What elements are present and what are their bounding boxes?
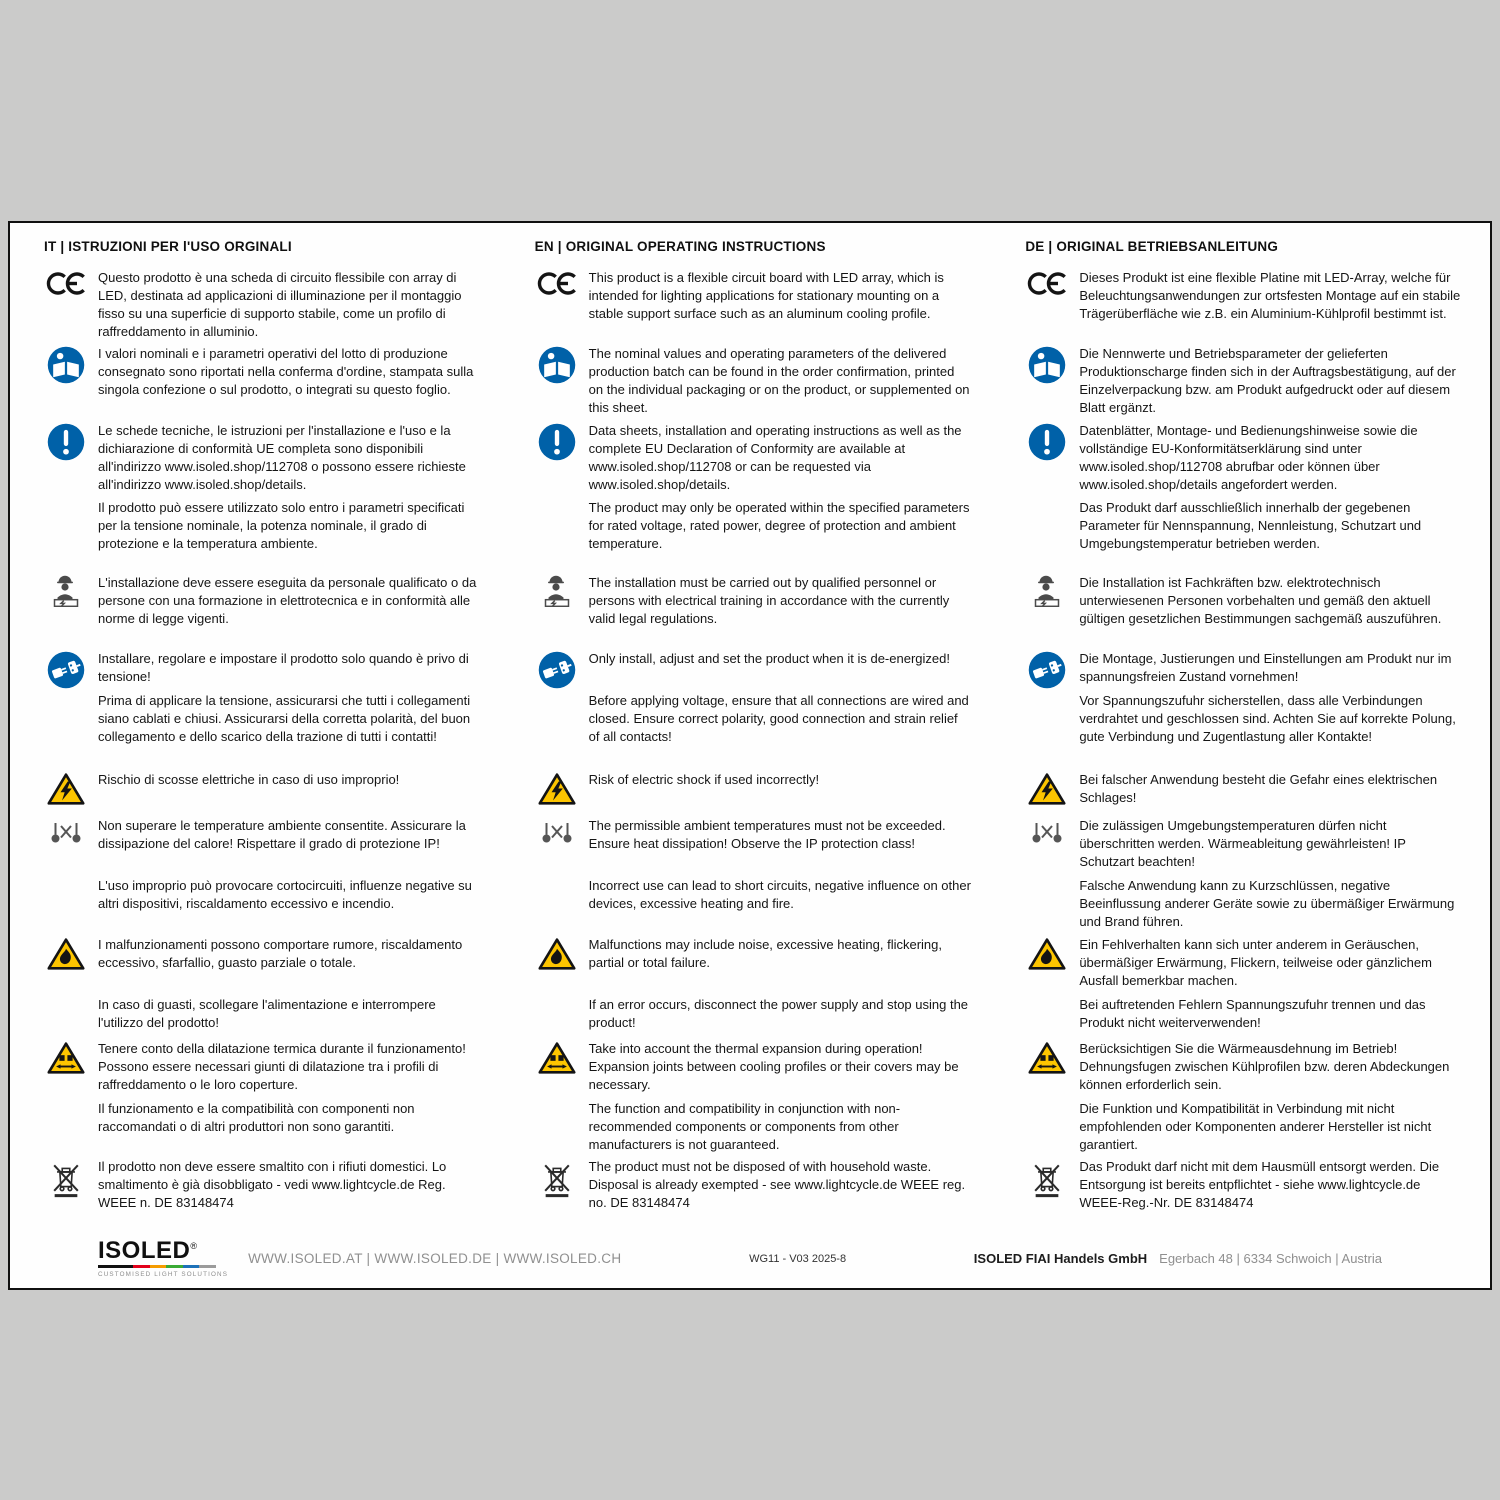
instruction-row [1025, 345, 1462, 422]
warn-fire-icon [1025, 936, 1069, 971]
instruction-text: Before applying voltage, ensure that all connections are wired and closed. Ensure correct polarity, good connection and strain relief of all contacts! [588, 693, 969, 744]
electrician-icon [44, 574, 88, 607]
instruction-text: Die Funktion und Kompatibilität in Verbindung mit nicht empfohlenden oder Komponenten anderer Hersteller ist nicht garantiert. [1079, 1101, 1432, 1152]
ambient-temperature-icon [1025, 817, 1069, 848]
instruction-text: Risk of electric shock if used incorrectly! [588, 772, 820, 787]
logo-bar-segment [199, 1265, 216, 1268]
icon-spacer [1025, 996, 1069, 997]
instruction-row [1025, 771, 1462, 817]
instruction-row [44, 345, 481, 422]
instruction-row [535, 650, 972, 692]
instruction-row [1025, 877, 1462, 936]
instruction-text: Data sheets, installation and operating instructions as well as the complete EU Declaration of Conformity are available at www.isoled.shop/112708 or can be requested via www.isoled.shop/details. [588, 423, 962, 492]
weee-bin-icon [1025, 1158, 1069, 1199]
column-heading: IT | ISTRUZIONI PER l'USO ORGINALI [44, 239, 292, 254]
instruction-text: The nominal values and operating parameters of the delivered production batch can be found in the order confirmation, printed on the individual packaging or on the product, or supplemented on this sheet. [588, 346, 970, 415]
instruction-text: Tenere conto della dilatazione termica durante il funzionamento! Possono essere necessari giunti di dilatazione tra i profili di raffreddamento o le loro coperture. [98, 1041, 466, 1092]
ambient-temperature-icon [535, 817, 579, 848]
warn-expansion-icon [44, 1040, 88, 1075]
instruction-row [535, 771, 972, 817]
icon-spacer [1025, 692, 1069, 693]
instruction-row [1025, 936, 1462, 996]
info-icon [1025, 422, 1069, 461]
instruction-text: The installation must be carried out by qualified personnel or persons with electrical training in accordance with the currently valid legal regulations. [588, 575, 950, 626]
instruction-row [1025, 422, 1462, 499]
instruction-row [44, 771, 481, 817]
instruction-row [44, 422, 481, 499]
icon-spacer [535, 1100, 579, 1101]
read-manual-icon [44, 345, 88, 384]
icon-spacer [44, 1100, 88, 1101]
info-icon [44, 422, 88, 461]
icon-spacer [44, 877, 88, 878]
instruction-text: Il funzionamento e la compatibilità con componenti non raccomandati o di altri produttori non sono garantiti. [98, 1101, 415, 1134]
instruction-text: I malfunzionamenti possono comportare rumore, riscaldamento eccessivo, sfarfallio, guasto parziale o totale. [98, 937, 463, 970]
instruction-text: The function and compatibility in conjunction with non-recommended components or components from other manufacturers is not guaranteed. [588, 1101, 901, 1152]
instruction-text: L'uso improprio può provocare cortocircuiti, influenze negative su altri dispositivi, riscaldamento eccessivo e incendio. [98, 878, 472, 911]
logo-bar-segment [98, 1265, 133, 1268]
document-version: WG11 - V03 2025-8 [749, 1252, 847, 1265]
warn-electric-icon [535, 771, 579, 806]
instruction-text: Die Nennwerte und Betriebsparameter der gelieferten Produktionscharge finden sich in der Auftragsbestätigung, auf der Einzelverpackung bzw. am Produkt aufgedruckt oder auf diesem Blatt ergänzt. [1079, 346, 1456, 415]
icon-spacer [44, 499, 88, 500]
instruction-text: The product must not be disposed of with household waste. Disposal is already exempted - see www.lightcycle.de WEEE reg. no. DE 83148474 [588, 1159, 966, 1210]
info-icon [535, 422, 579, 461]
instruction-row [1025, 996, 1462, 1040]
instruction-text: Vor Spannungszufuhr sicherstellen, dass alle Verbindungen verdrahtet und geschlossen sind. Achten Sie auf korrekte Polung, gute Verbindung und Zugentlastung aller Kontakte! [1079, 693, 1456, 744]
instruction-text: Dieses Produkt ist eine flexible Platine mit LED-Array, welche für Beleuchtungsanwendungen zur ortsfesten Montage auf ein stabile Trägerüberfläche wie z.B. ein Aluminium-Kühlprofil bestimmt ist. [1079, 270, 1461, 321]
company-address [974, 1251, 1460, 1266]
instruction-row [535, 574, 972, 650]
weee-bin-icon [535, 1158, 579, 1199]
icon-spacer [1025, 499, 1069, 500]
de-energize-icon [1025, 650, 1069, 689]
ambient-temperature-icon [44, 817, 88, 848]
icon-spacer [44, 996, 88, 997]
instruction-row [44, 499, 481, 574]
instruction-row [1025, 817, 1462, 877]
instruction-text: Falsche Anwendung kann zu Kurzschlüssen, negative Beeinflussung anderer Geräte sowie zu übermäßiger Erwärmung und Brand führen. [1079, 878, 1455, 929]
warn-electric-icon [1025, 771, 1069, 806]
instruction-text: Le schede tecniche, le istruzioni per l'installazione e l'uso e la dichiarazione di conformità UE completa sono disponibili all'indirizzo www.isoled.shop/112708 o possono essere richieste all'indirizzo www.isoled.shop/details. [98, 423, 466, 492]
instruction-row [535, 1158, 972, 1228]
instruction-row [535, 1100, 972, 1158]
instruction-text: I valori nominali e i parametri operativi del lotto di produzione consegnato sono riportati nella conferma d'ordine, stampata sulla singola confezione o sul prodotto, o integrati su questo foglio. [98, 346, 474, 397]
company-name: ISOLED FIAI Handels GmbH [973, 1251, 1148, 1266]
instruction-row [535, 345, 972, 422]
read-manual-icon [535, 345, 579, 384]
instruction-row [44, 574, 481, 650]
instruction-text: Bei auftretenden Fehlern Spannungszufuhr trennen und das Produkt nicht weiterverwenden! [1079, 997, 1426, 1030]
logo-bar-segment [133, 1265, 150, 1268]
instruction-text: Installare, regolare e impostare il prodotto solo quando è privo di tensione! [98, 651, 469, 684]
instruction-row [1025, 269, 1462, 345]
instruction-text: In caso di guasti, scollegare l'alimentazione e interrompere l'utilizzo del prodotto! [98, 997, 436, 1030]
electrician-icon [535, 574, 579, 607]
instruction-text: Die Installation ist Fachkräften bzw. elektrotechnisch unterwiesenen Personen vorbehalten und gemäß den aktuell gültigen gesetzlichen Bestimmungen sachgemäß auszuführen. [1079, 575, 1442, 626]
icon-spacer [535, 692, 579, 693]
instruction-row [44, 650, 481, 692]
instruction-text: Malfunctions may include noise, excessive heating, flickering, partial or total failure. [588, 937, 942, 970]
warn-fire-icon [44, 936, 88, 971]
column-it [44, 237, 481, 1228]
warn-electric-icon [44, 771, 88, 806]
instruction-row [1025, 574, 1462, 650]
instruction-row [44, 817, 481, 877]
instruction-row [44, 1100, 481, 1158]
icon-spacer [535, 877, 579, 878]
icon-spacer [535, 996, 579, 997]
instruction-row [535, 996, 972, 1040]
instruction-row [535, 692, 972, 771]
warn-fire-icon [535, 936, 579, 971]
logo-tagline: CUSTOMISED LIGHT SOLUTIONS [98, 1271, 229, 1278]
logo-bar-segment [150, 1265, 167, 1268]
icon-spacer [1025, 1100, 1069, 1101]
ce-mark-icon [1025, 269, 1069, 297]
de-energize-icon [535, 650, 579, 689]
logo-wordmark: ISOLED® [98, 1237, 198, 1264]
instruction-text: Die zulässigen Umgebungstemperaturen dürfen nicht überschritten werden. Wärmeableitung gewährleisten! IP Schutzart beachten! [1079, 818, 1406, 869]
instruction-text: Bei falscher Anwendung besteht die Gefahr eines elektrischen Schlages! [1079, 772, 1438, 805]
instruction-row [44, 996, 481, 1040]
warn-expansion-icon [535, 1040, 579, 1075]
instruction-text: Das Produkt darf ausschließlich innerhalb der gegebenen Parameter für Nennspannung, Nennleistung, Schutzart und Umgebungstemperatur betrieben werden. [1079, 500, 1422, 551]
instruction-text: Datenblätter, Montage- und Bedienungshinweise sowie die vollständige EU-Konformitätserklärung sind unter www.isoled.shop/112708 abrufbar oder können über www.isoled.shop/details angefordert werden. [1079, 423, 1418, 492]
instruction-text: Berücksichtigen Sie die Wärmeausdehnung im Betrieb! Dehnungsfugen zwischen Kühlprofilen bzw. deren Abdeckungen können erforderlich sein. [1079, 1041, 1450, 1092]
weee-bin-icon [44, 1158, 88, 1199]
website-urls: WWW.ISOLED.AT | WWW.ISOLED.DE | WWW.ISOLED.CH [248, 1251, 622, 1266]
instruction-text: Prima di applicare la tensione, assicurarsi che tutti i collegamenti siano cablati e chiusi. Assicurarsi della corretta polarità, del buon collegamento e dello scarico della trazione di tutti i contatti! [98, 693, 471, 744]
column-heading: EN | ORIGINAL OPERATING INSTRUCTIONS [534, 239, 826, 254]
column-en [535, 237, 972, 1228]
instruction-row [535, 817, 972, 877]
icon-spacer [44, 692, 88, 693]
registered-trademark: ® [190, 1241, 198, 1251]
icon-spacer [1025, 877, 1069, 878]
logo-color-bar [98, 1265, 216, 1268]
instruction-row [535, 422, 972, 499]
instruction-row [44, 1158, 481, 1228]
instruction-text: Das Produkt darf nicht mit dem Hausmüll entsorgt werden. Die Entsorgung ist bereits entpflichtet - siehe www.lightcycle.de WEEE-Reg.-Nr. DE 83148474 [1079, 1159, 1440, 1210]
instruction-text: Only install, adjust and set the product when it is de-energized! [588, 651, 950, 666]
instruction-row [44, 1040, 481, 1100]
instruction-row [1025, 1100, 1462, 1158]
instruction-text: Rischio di scosse elettriche in caso di uso improprio! [98, 772, 400, 787]
instruction-text: Il prodotto può essere utilizzato solo entro i parametri specificati per la tensione nominale, la potenza nominale, il grado di protezione e la temperatura ambiente. [98, 500, 465, 551]
warn-expansion-icon [1025, 1040, 1069, 1075]
instruction-row [1025, 1158, 1462, 1228]
instruction-row [535, 936, 972, 996]
instruction-row [1025, 1040, 1462, 1100]
instruction-text: If an error occurs, disconnect the power supply and stop using the product! [588, 997, 969, 1030]
instruction-text: Die Montage, Justierungen und Einstellungen am Produkt nur im spannungsfreien Zustand vornehmen! [1079, 651, 1452, 684]
language-columns [44, 237, 1462, 1228]
sheet-footer [46, 1239, 1460, 1278]
instruction-row [535, 499, 972, 574]
ce-mark-icon [535, 269, 579, 297]
isoled-logo [98, 1239, 228, 1278]
instruction-text: Questo prodotto è una scheda di circuito flessibile con array di LED, destinata ad applicazioni di illuminazione per il montaggio fisso su una superficie di supporto stabile, come un profilo di raffreddamento in alluminio. [98, 270, 462, 339]
instruction-text: Incorrect use can lead to short circuits, negative influence on other devices, excessive heating and fire. [588, 878, 971, 911]
ce-mark-icon [44, 269, 88, 297]
logo-bar-segment [166, 1265, 183, 1268]
instruction-text: Non superare le temperature ambiente consentite. Assicurare la dissipazione del calore! Rispettare il grado di protezione IP! [98, 818, 466, 851]
electrician-icon [1025, 574, 1069, 607]
column-de [1025, 237, 1462, 1228]
instruction-text: The product may only be operated within the specified parameters for rated voltage, rated power, degree of protection and ambient temperature. [588, 500, 970, 551]
instruction-row [535, 269, 972, 345]
de-energize-icon [44, 650, 88, 689]
instruction-text: Il prodotto non deve essere smaltito con i rifiuti domestici. Lo smaltimento è già disobbligato - vedi www.lightcycle.de Reg. WEEE n. DE 83148474 [98, 1159, 447, 1210]
instruction-row [1025, 499, 1462, 574]
instruction-row [535, 877, 972, 936]
company-street: Egerbach 48 | 6334 Schwoich | Austria [1159, 1251, 1382, 1266]
read-manual-icon [1025, 345, 1069, 384]
instruction-row [535, 1040, 972, 1100]
instruction-text: L'installazione deve essere eseguita da personale qualificato o da persone con una formazione in elettrotecnica e in conformità alle norme di legge vigenti. [98, 575, 477, 626]
instruction-row [1025, 650, 1462, 692]
instruction-row [1025, 692, 1462, 771]
instruction-text: Ein Fehlverhalten kann sich unter anderem in Geräuschen, übermäßiger Erwärmung, Flickern, teilweise oder gänzlichem Ausfall bemerkbar machen. [1079, 937, 1432, 988]
icon-spacer [535, 499, 579, 500]
instruction-text: This product is a flexible circuit board with LED array, which is intended for lighting applications for stationary mounting on a stable support surface such as an aluminum cooling profile. [588, 270, 944, 321]
column-heading: DE | ORIGINAL BETRIEBSANLEITUNG [1025, 239, 1279, 254]
instruction-row [44, 936, 481, 996]
instruction-sheet [8, 221, 1492, 1290]
instruction-row [44, 877, 481, 936]
logo-bar-segment [183, 1265, 200, 1268]
instruction-row [44, 269, 481, 345]
instruction-text: Take into account the thermal expansion during operation! Expansion joints between cooling profiles or their covers may be necessary. [588, 1041, 959, 1092]
instruction-text: The permissible ambient temperatures must not be exceeded. Ensure heat dissipation! Observe the IP protection class! [588, 818, 946, 851]
instruction-row [44, 692, 481, 771]
